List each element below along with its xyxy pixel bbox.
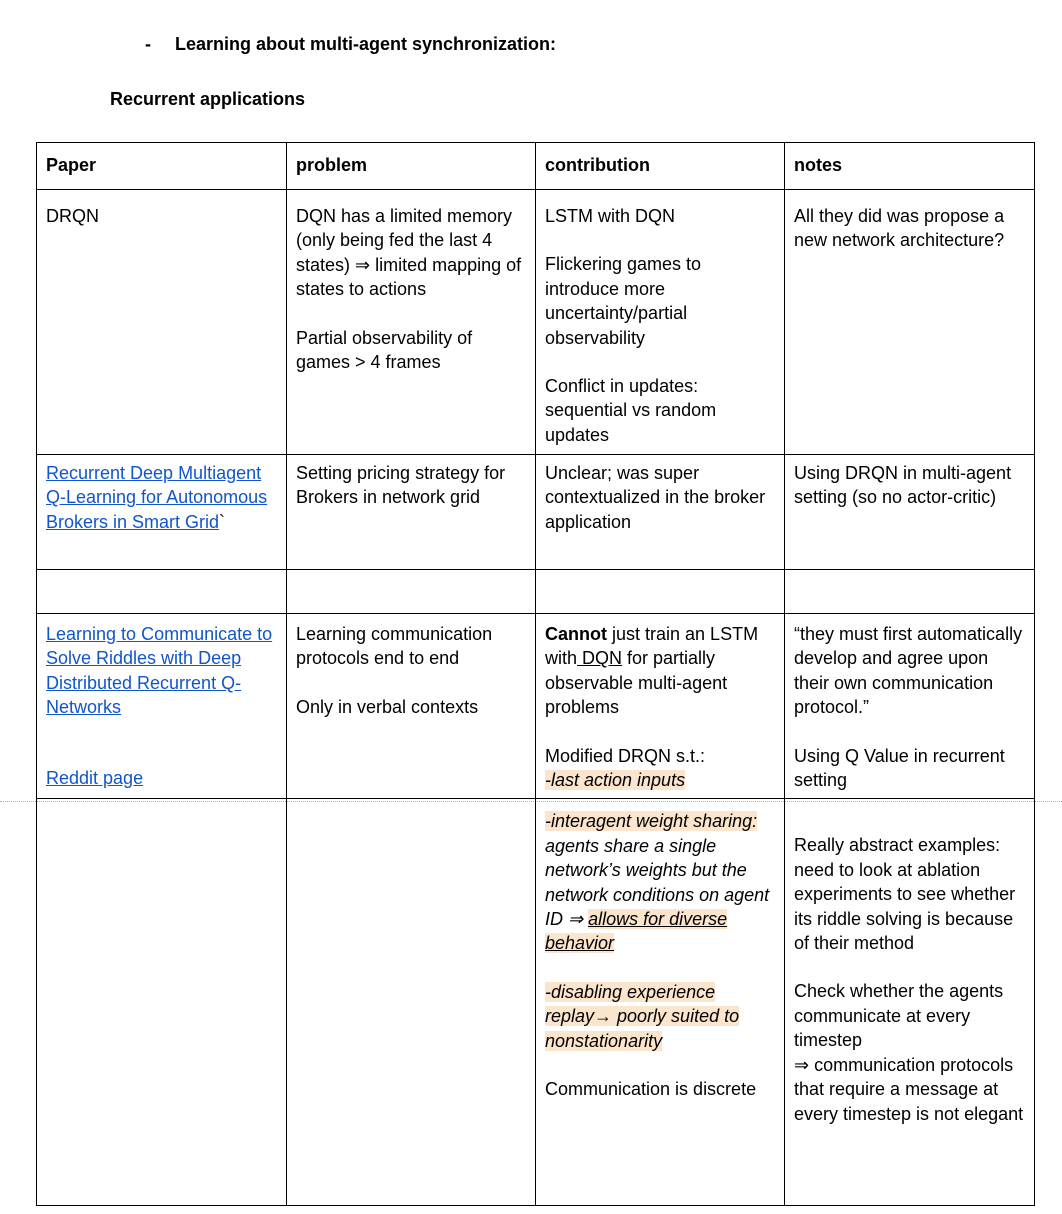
cell-problem[interactable] xyxy=(287,614,536,799)
problem-text: Only in verbal contexts xyxy=(296,696,479,717)
cell-paper[interactable] xyxy=(37,455,287,570)
cell-paper[interactable] xyxy=(37,614,287,799)
notes-quote: “they must first automatically develop and agree upon their own communication protocol.” xyxy=(794,624,1023,718)
reddit-link[interactable]: Reddit page xyxy=(46,767,144,788)
contribution-text: for partially observable multi-agent problems xyxy=(545,648,728,718)
contribution-text: Communication is discrete xyxy=(545,1079,757,1100)
cell-notes[interactable] xyxy=(785,614,1035,799)
cell-notes[interactable] xyxy=(785,190,1035,455)
cell-contribution[interactable] xyxy=(536,455,785,570)
cell-problem[interactable] xyxy=(287,455,536,570)
problem-text: Learning communication protocols end to end xyxy=(296,624,493,669)
contribution-bold: Cannot xyxy=(545,624,607,644)
contribution-text: Flickering games to introduce more uncertainty/partial observability xyxy=(545,254,702,348)
cell-empty[interactable] xyxy=(536,570,785,614)
notes-text: Check whether the agents communicate at every timestep xyxy=(794,981,1004,1051)
problem-text: Partial observability of games > 4 frames xyxy=(296,327,473,373)
header-cell-problem: problem xyxy=(287,143,536,190)
table-row-riddles xyxy=(37,614,1035,799)
highlighted-text: -disabling experience replay→ poorly suited to nonstationarity xyxy=(545,981,740,1051)
cell-paper[interactable] xyxy=(37,190,287,455)
notes-text: All they did was propose a new network architecture? xyxy=(794,206,1005,251)
notes-text: Using DRQN in multi-agent setting (so no actor-critic) xyxy=(794,463,1012,508)
contribution-text: Conflict in updates: sequential vs random updates xyxy=(545,376,717,445)
bullet-dash: - xyxy=(145,34,151,54)
cell-empty[interactable] xyxy=(287,570,536,614)
problem-text: DQN has a limited memory (only being fed the last 4 states) ⇒ limited mapping of states to actions xyxy=(296,206,522,300)
table-row-brokers xyxy=(37,455,1035,570)
contribution-text: LSTM with DQN xyxy=(545,206,676,226)
section-subheading: Recurrent applications xyxy=(110,89,306,109)
notes-text: ⇒ communication protocols that require a message at every timestep is not elegant xyxy=(794,1054,1024,1124)
paper-link-suffix: ` xyxy=(219,511,226,532)
notes-text: Using Q Value in recurrent setting xyxy=(794,745,1005,791)
problem-text: Setting pricing strategy for Brokers in network grid xyxy=(296,463,506,508)
highlighted-text: -interagent weight sharing: xyxy=(545,811,758,832)
table-row-empty xyxy=(37,570,1035,614)
cell-contribution[interactable] xyxy=(536,190,785,455)
contribution-text: Modified DRQN s.t.: xyxy=(545,745,706,766)
paper-title: DRQN xyxy=(46,206,99,226)
cell-empty[interactable] xyxy=(287,799,536,1206)
cell-contribution[interactable] xyxy=(536,799,785,1206)
contribution-text: Unclear; was super contextualized in the broker application xyxy=(545,463,766,532)
paper-link[interactable]: Recurrent Deep Multiagent Q-Learning for Autonomous Brokers in Smart Grid xyxy=(46,463,268,532)
highlighted-text: -last action inputs xyxy=(545,770,686,791)
bullet-text: Learning about multi-agent synchronization: xyxy=(175,34,557,54)
contribution-text: agents share a single network’s weights but the network conditions on agent ID ⇒ xyxy=(545,835,770,930)
header-cell-notes: notes xyxy=(785,143,1035,190)
cell-problem[interactable] xyxy=(287,190,536,455)
table-row-riddles-continued xyxy=(37,799,1035,1206)
table-header-row xyxy=(37,143,1035,190)
highlighted-underlined-text: allows for diverse behavior xyxy=(545,909,728,954)
paper-link[interactable]: Learning to Communicate to Solve Riddles with Deep Distributed Recurrent Q-Networks xyxy=(46,624,273,718)
cell-empty[interactable] xyxy=(37,570,287,614)
notes-text: Really abstract examples: need to look at ablation experiments to see whether its riddle solving is because of their method xyxy=(794,835,1016,954)
cell-notes[interactable] xyxy=(785,455,1035,570)
cell-empty[interactable] xyxy=(785,570,1035,614)
cell-empty[interactable] xyxy=(37,799,287,1206)
bullet-heading xyxy=(145,34,556,55)
cell-notes[interactable] xyxy=(785,799,1035,1206)
table-row-drqn xyxy=(37,190,1035,455)
cell-contribution[interactable] xyxy=(536,614,785,799)
header-cell-contribution: contribution xyxy=(536,143,785,190)
papers-table xyxy=(36,142,1035,1206)
contribution-text: just train an LSTM with xyxy=(545,624,759,669)
dqn-link[interactable]: DQN xyxy=(577,648,623,669)
header-cell-paper: Paper xyxy=(37,143,287,190)
